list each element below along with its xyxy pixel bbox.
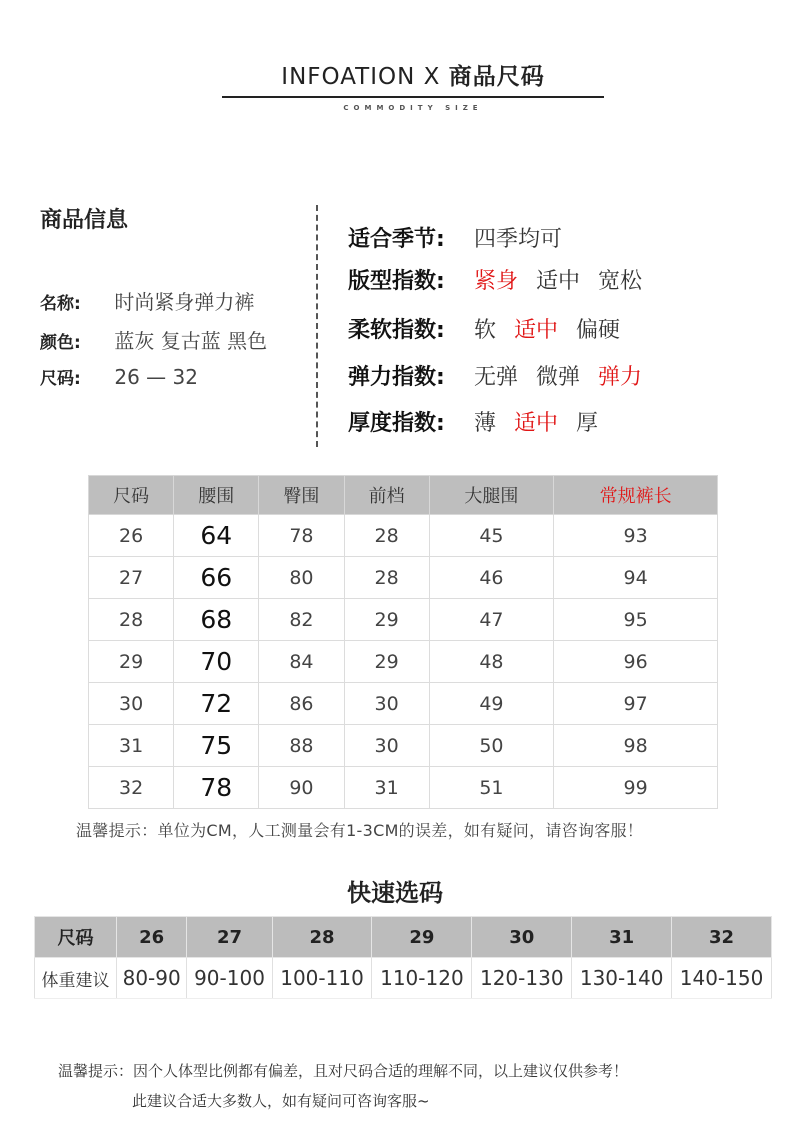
column-header: 臀围 — [259, 476, 344, 515]
index-row — [348, 313, 638, 344]
table-cell: 28 — [344, 557, 429, 599]
column-header: 29 — [372, 917, 472, 958]
index-row — [348, 406, 616, 437]
index-label: 厚度指数: — [348, 411, 445, 436]
table-cell: 72 — [174, 683, 259, 725]
index-option: 四季均可 — [474, 227, 563, 252]
size-table-body — [89, 515, 718, 809]
index-option-selected: 紧身 — [474, 269, 519, 294]
table-cell: 32 — [89, 767, 174, 809]
table-row — [89, 599, 718, 641]
column-header: 尺码 — [89, 476, 174, 515]
index-row — [348, 360, 660, 391]
table-row — [89, 515, 718, 557]
table-cell: 99 — [554, 767, 718, 809]
table-cell: 100-110 — [272, 958, 372, 999]
table-cell: 95 — [554, 599, 718, 641]
column-header: 28 — [272, 917, 372, 958]
index-option: 无弹 — [474, 365, 519, 390]
measurement-tip: 温馨提示：单位为CM，人工测量会有1-3CM的误差，如有疑问，请咨询客服！ — [76, 821, 644, 840]
table-cell: 29 — [344, 641, 429, 683]
table-cell: 29 — [344, 599, 429, 641]
index-option-selected: 适中 — [514, 318, 559, 343]
index-label: 弹力指数: — [348, 365, 445, 390]
index-option: 微弹 — [536, 365, 581, 390]
info-row-name — [40, 286, 254, 315]
table-cell: 75 — [174, 725, 259, 767]
column-header: 腰围 — [174, 476, 259, 515]
table-cell: 64 — [174, 515, 259, 557]
table-row — [89, 683, 718, 725]
table-cell: 88 — [259, 725, 344, 767]
info-row-size — [40, 364, 198, 389]
index-option: 偏硬 — [576, 318, 621, 343]
table-cell: 90-100 — [187, 958, 272, 999]
column-header: 大腿围 — [429, 476, 553, 515]
column-header: 常规裤长 — [554, 476, 718, 515]
table-cell: 51 — [429, 767, 553, 809]
column-header: 前档 — [344, 476, 429, 515]
header — [222, 58, 604, 112]
index-option: 薄 — [474, 411, 497, 436]
table-cell: 98 — [554, 725, 718, 767]
table-cell: 130-140 — [572, 958, 672, 999]
table-cell: 93 — [554, 515, 718, 557]
table-cell: 66 — [174, 557, 259, 599]
info-label: 名称: — [40, 294, 81, 314]
info-label: 尺码: — [40, 369, 81, 389]
index-option-selected: 适中 — [514, 411, 559, 436]
info-row-color — [40, 325, 267, 354]
table-cell: 120-130 — [472, 958, 572, 999]
column-header: 31 — [572, 917, 672, 958]
table-cell: 49 — [429, 683, 553, 725]
index-option: 软 — [474, 318, 497, 343]
page-title: 商品尺码 — [448, 64, 545, 90]
size-table-header — [89, 476, 718, 515]
table-cell: 31 — [344, 767, 429, 809]
table-cell: 96 — [554, 641, 718, 683]
table-row — [89, 557, 718, 599]
reference-tip: 温馨提示：因个人体型比例都有偏差，且对尺码合适的理解不同，以上建议仅供参考！ — [58, 1062, 629, 1080]
table-cell: 86 — [259, 683, 344, 725]
contact-tip: 此建议合适大多数人，如有疑问可咨询客服~ — [132, 1092, 430, 1110]
table-cell: 体重建议 — [35, 958, 117, 999]
table-cell: 30 — [89, 683, 174, 725]
header-rule — [222, 96, 604, 98]
column-header: 尺码 — [35, 917, 117, 958]
index-label: 版型指数: — [348, 269, 445, 294]
product-info-title: 商品信息 — [40, 208, 129, 233]
table-cell: 78 — [174, 767, 259, 809]
info-value: 蓝灰 复古蓝 黑色 — [114, 329, 268, 353]
quick-table-header — [35, 917, 772, 958]
table-cell: 140-150 — [672, 958, 772, 999]
table-cell: 46 — [429, 557, 553, 599]
index-option: 适中 — [536, 269, 581, 294]
index-option: 宽松 — [598, 269, 643, 294]
index-option: 厚 — [576, 411, 599, 436]
header-title — [222, 58, 604, 91]
index-row — [348, 222, 580, 253]
quick-select-title: 快速选码 — [347, 879, 443, 907]
table-cell: 47 — [429, 599, 553, 641]
size-table — [88, 475, 718, 809]
table-cell: 48 — [429, 641, 553, 683]
table-cell: 30 — [344, 683, 429, 725]
table-cell: 97 — [554, 683, 718, 725]
quick-select-table — [34, 916, 772, 999]
table-cell: 110-120 — [372, 958, 472, 999]
table-cell: 78 — [259, 515, 344, 557]
table-cell: 28 — [344, 515, 429, 557]
info-value: 时尚紧身弹力裤 — [114, 290, 255, 314]
table-cell: 27 — [89, 557, 174, 599]
index-option-selected: 弹力 — [598, 365, 643, 390]
header-subtitle: COMMODITY SIZE — [343, 104, 483, 112]
table-cell: 70 — [174, 641, 259, 683]
brand-name: INFOATION X — [281, 64, 441, 90]
table-cell: 82 — [259, 599, 344, 641]
index-label: 适合季节: — [348, 227, 445, 252]
table-cell: 80 — [259, 557, 344, 599]
table-cell: 68 — [174, 599, 259, 641]
table-cell: 50 — [429, 725, 553, 767]
table-cell: 30 — [344, 725, 429, 767]
table-row — [89, 641, 718, 683]
table-cell: 84 — [259, 641, 344, 683]
table-cell: 26 — [89, 515, 174, 557]
table-row — [89, 725, 718, 767]
table-cell: 29 — [89, 641, 174, 683]
info-label: 颜色: — [40, 333, 81, 353]
info-value: 26 — 32 — [114, 365, 198, 389]
dashed-divider — [316, 205, 318, 447]
table-cell: 90 — [259, 767, 344, 809]
table-cell: 28 — [89, 599, 174, 641]
quick-table-row — [35, 958, 772, 999]
table-cell: 80-90 — [116, 958, 187, 999]
column-header: 26 — [116, 917, 187, 958]
index-row — [348, 264, 660, 295]
column-header: 32 — [672, 917, 772, 958]
index-label: 柔软指数: — [348, 318, 445, 343]
column-header: 30 — [472, 917, 572, 958]
table-cell: 45 — [429, 515, 553, 557]
table-cell: 94 — [554, 557, 718, 599]
table-cell: 31 — [89, 725, 174, 767]
table-row — [89, 767, 718, 809]
column-header: 27 — [187, 917, 272, 958]
